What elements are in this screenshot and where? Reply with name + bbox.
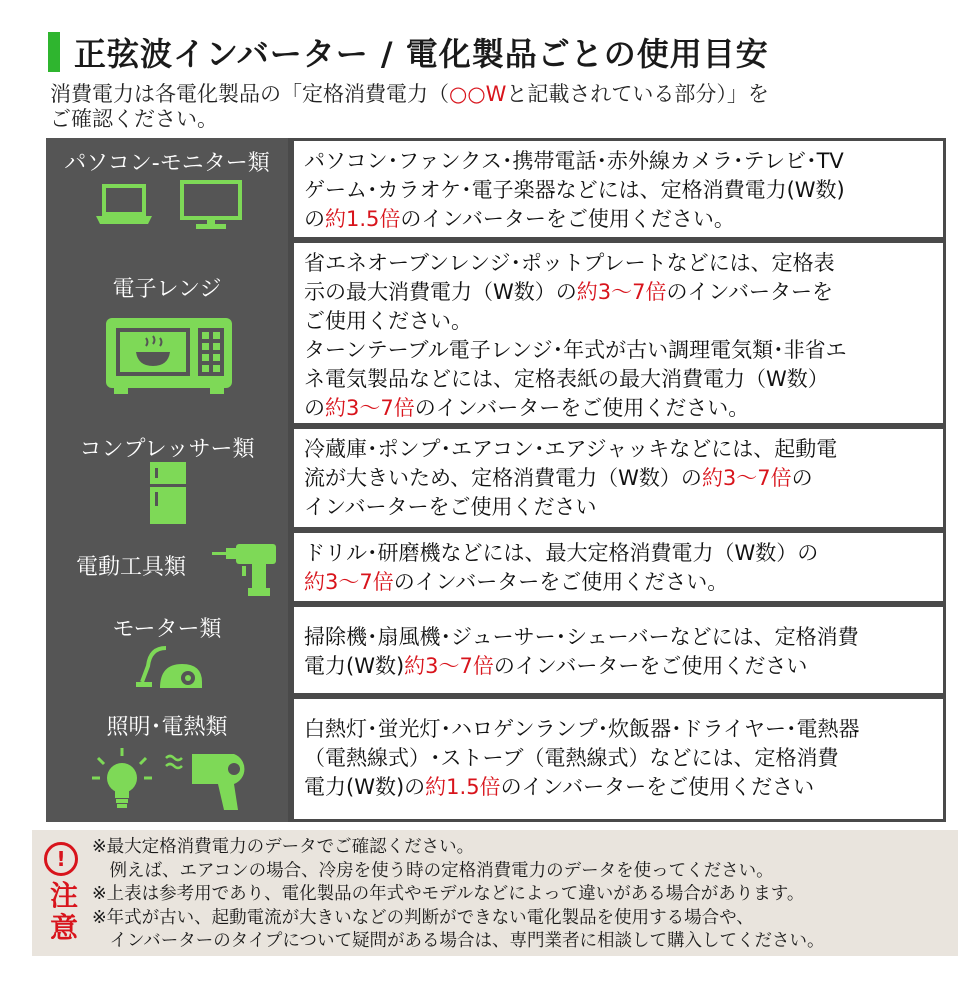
desc-text: 電力(W数)	[304, 654, 405, 678]
page-header	[48, 30, 769, 74]
description-cell	[294, 607, 943, 693]
multiplier-highlight: 約3〜7倍	[325, 396, 415, 420]
notes-list	[92, 836, 825, 954]
multiplier-highlight: 約1.5倍	[325, 207, 401, 231]
desc-text: のインバーターをご使用ください。	[393, 570, 729, 594]
desc-line	[304, 278, 935, 307]
desc-line: ネ電気製品などには、定格表紙の最大消費電力（W数）	[304, 367, 829, 391]
category-cell	[46, 240, 288, 426]
desc-line: 掃除機･扇風機･ジューサー･シェーバーなどには、定格消費	[304, 625, 859, 649]
table-row-compressor	[46, 426, 946, 530]
desc-line	[304, 652, 935, 681]
desc-text: の	[791, 466, 813, 490]
desc-line: （電熱線式）･ストーブ（電熱線式）などには、定格消費	[304, 746, 839, 770]
desc-line: ターンテーブル電子レンジ･年式が古い調理電気類･非省エ	[304, 338, 847, 362]
multiplier-highlight: 約1.5倍	[425, 775, 501, 799]
category-label: 電子レンジ	[112, 277, 222, 302]
intro-line2: ご確認ください。	[50, 107, 218, 131]
category-cell	[46, 138, 288, 240]
multiplier-highlight: 約3〜7倍	[404, 654, 494, 678]
desc-line: インバーターをご使用ください	[304, 495, 597, 519]
caution-box	[32, 830, 958, 956]
light-bulb-icon	[92, 748, 152, 812]
intro-text	[50, 82, 950, 132]
caution-label-1: 注	[49, 879, 78, 912]
note-line: ※年式が古い、起動電流が大きいなどの判断ができない電化製品を使用する場合や、	[92, 907, 754, 928]
desc-text: の	[304, 396, 325, 420]
desc-line	[304, 464, 935, 493]
desc-line: ご使用ください。	[304, 309, 472, 333]
desc-text: のインバーターをご使用ください	[493, 654, 808, 678]
description-cell	[294, 699, 943, 819]
desc-text: のインバーターをご使用ください。	[414, 396, 750, 420]
note-line: インバーターのタイプについて疑問がある場合は、専門業者に相談して購入してください。	[92, 931, 825, 951]
intro-part1: 消費電力は各電化製品の「定格消費電力（	[50, 82, 449, 106]
description-cell	[294, 429, 943, 527]
desc-line	[304, 773, 935, 802]
microwave-icon	[106, 318, 232, 394]
category-cell	[46, 604, 288, 696]
vacuum-icon	[136, 644, 206, 690]
intro-part2: と記載されている部分）」を	[506, 82, 769, 106]
desc-text: のインバーターをご使用ください	[500, 775, 815, 799]
desc-line	[304, 205, 935, 234]
note-line: ※上表は参考用であり、電化製品の年式やモデルなどによって違いがある場合があります。	[92, 884, 805, 904]
desc-line	[304, 568, 935, 597]
table-row-power-tools	[46, 530, 946, 604]
multiplier-highlight: 約3〜7倍	[304, 570, 394, 594]
desc-line: 省エネオーブンレンジ･ポットプレートなどには、定格表	[304, 251, 835, 275]
desc-line: 冷蔵庫･ポンプ･エアコン･エアジャッキなどには、起動電	[304, 437, 838, 461]
drill-icon	[212, 540, 278, 596]
desc-line: ドリル･研磨機などには、最大定格消費電力（W数）の	[304, 541, 819, 565]
desc-text: 流が大きいため、定格消費電力（W数）の	[304, 466, 702, 490]
desc-line	[304, 394, 935, 423]
multiplier-highlight: 約3〜7倍	[701, 466, 792, 490]
desc-text: の	[304, 207, 325, 231]
desc-line: パソコン･ファンクス･携帯電話･赤外線カメラ･テレビ･TV	[304, 149, 844, 173]
description-cell	[294, 141, 943, 237]
desc-text: のインバーターを	[666, 280, 834, 304]
laptop-icon	[96, 182, 152, 226]
category-cell	[46, 696, 288, 822]
desc-text: 示の最大消費電力（W数）の	[304, 280, 577, 304]
description-cell	[294, 243, 943, 423]
table-row-motors	[46, 604, 946, 696]
table-row-pc	[46, 138, 946, 240]
hair-dryer-icon	[164, 748, 264, 810]
usage-table	[46, 138, 946, 822]
category-label: コンプレッサー類	[79, 437, 255, 462]
note-line: 例えば、エアコンの場合、冷房を使う時の定格消費電力のデータを使ってください。	[92, 860, 774, 881]
category-label: パソコン-モニター類	[64, 151, 270, 176]
intro-highlight: ○○W	[449, 82, 507, 106]
desc-line: 白熱灯･蛍光灯･ハロゲンランプ･炊飯器･ドライヤー･電熱器	[304, 717, 860, 741]
category-label: 電動工具類	[75, 555, 186, 580]
note-line: ※最大定格消費電力のデータでご確認ください。	[92, 837, 475, 857]
category-cell	[46, 530, 288, 604]
description-cell	[294, 533, 943, 601]
refrigerator-icon	[150, 462, 186, 524]
desc-text: 電力(W数)の	[304, 775, 426, 799]
desc-line: ゲーム･カラオケ･電子楽器などには、定格消費電力(W数)	[304, 178, 845, 202]
category-label: 照明･電熱類	[106, 715, 228, 740]
table-row-microwave	[46, 240, 946, 426]
table-row-lighting-heating	[46, 696, 946, 822]
page-title: 正弦波インバーター / 電化製品ごとの使用目安	[74, 35, 769, 73]
caution-label-2: 意	[49, 911, 78, 944]
monitor-icon	[180, 180, 242, 230]
desc-text: のインバーターをご使用ください。	[400, 207, 735, 231]
multiplier-highlight: 約3〜7倍	[576, 280, 667, 304]
alert-icon: !	[44, 842, 78, 876]
category-cell	[46, 426, 288, 530]
category-label: モーター類	[112, 617, 222, 642]
title-accent-bar	[48, 32, 60, 72]
